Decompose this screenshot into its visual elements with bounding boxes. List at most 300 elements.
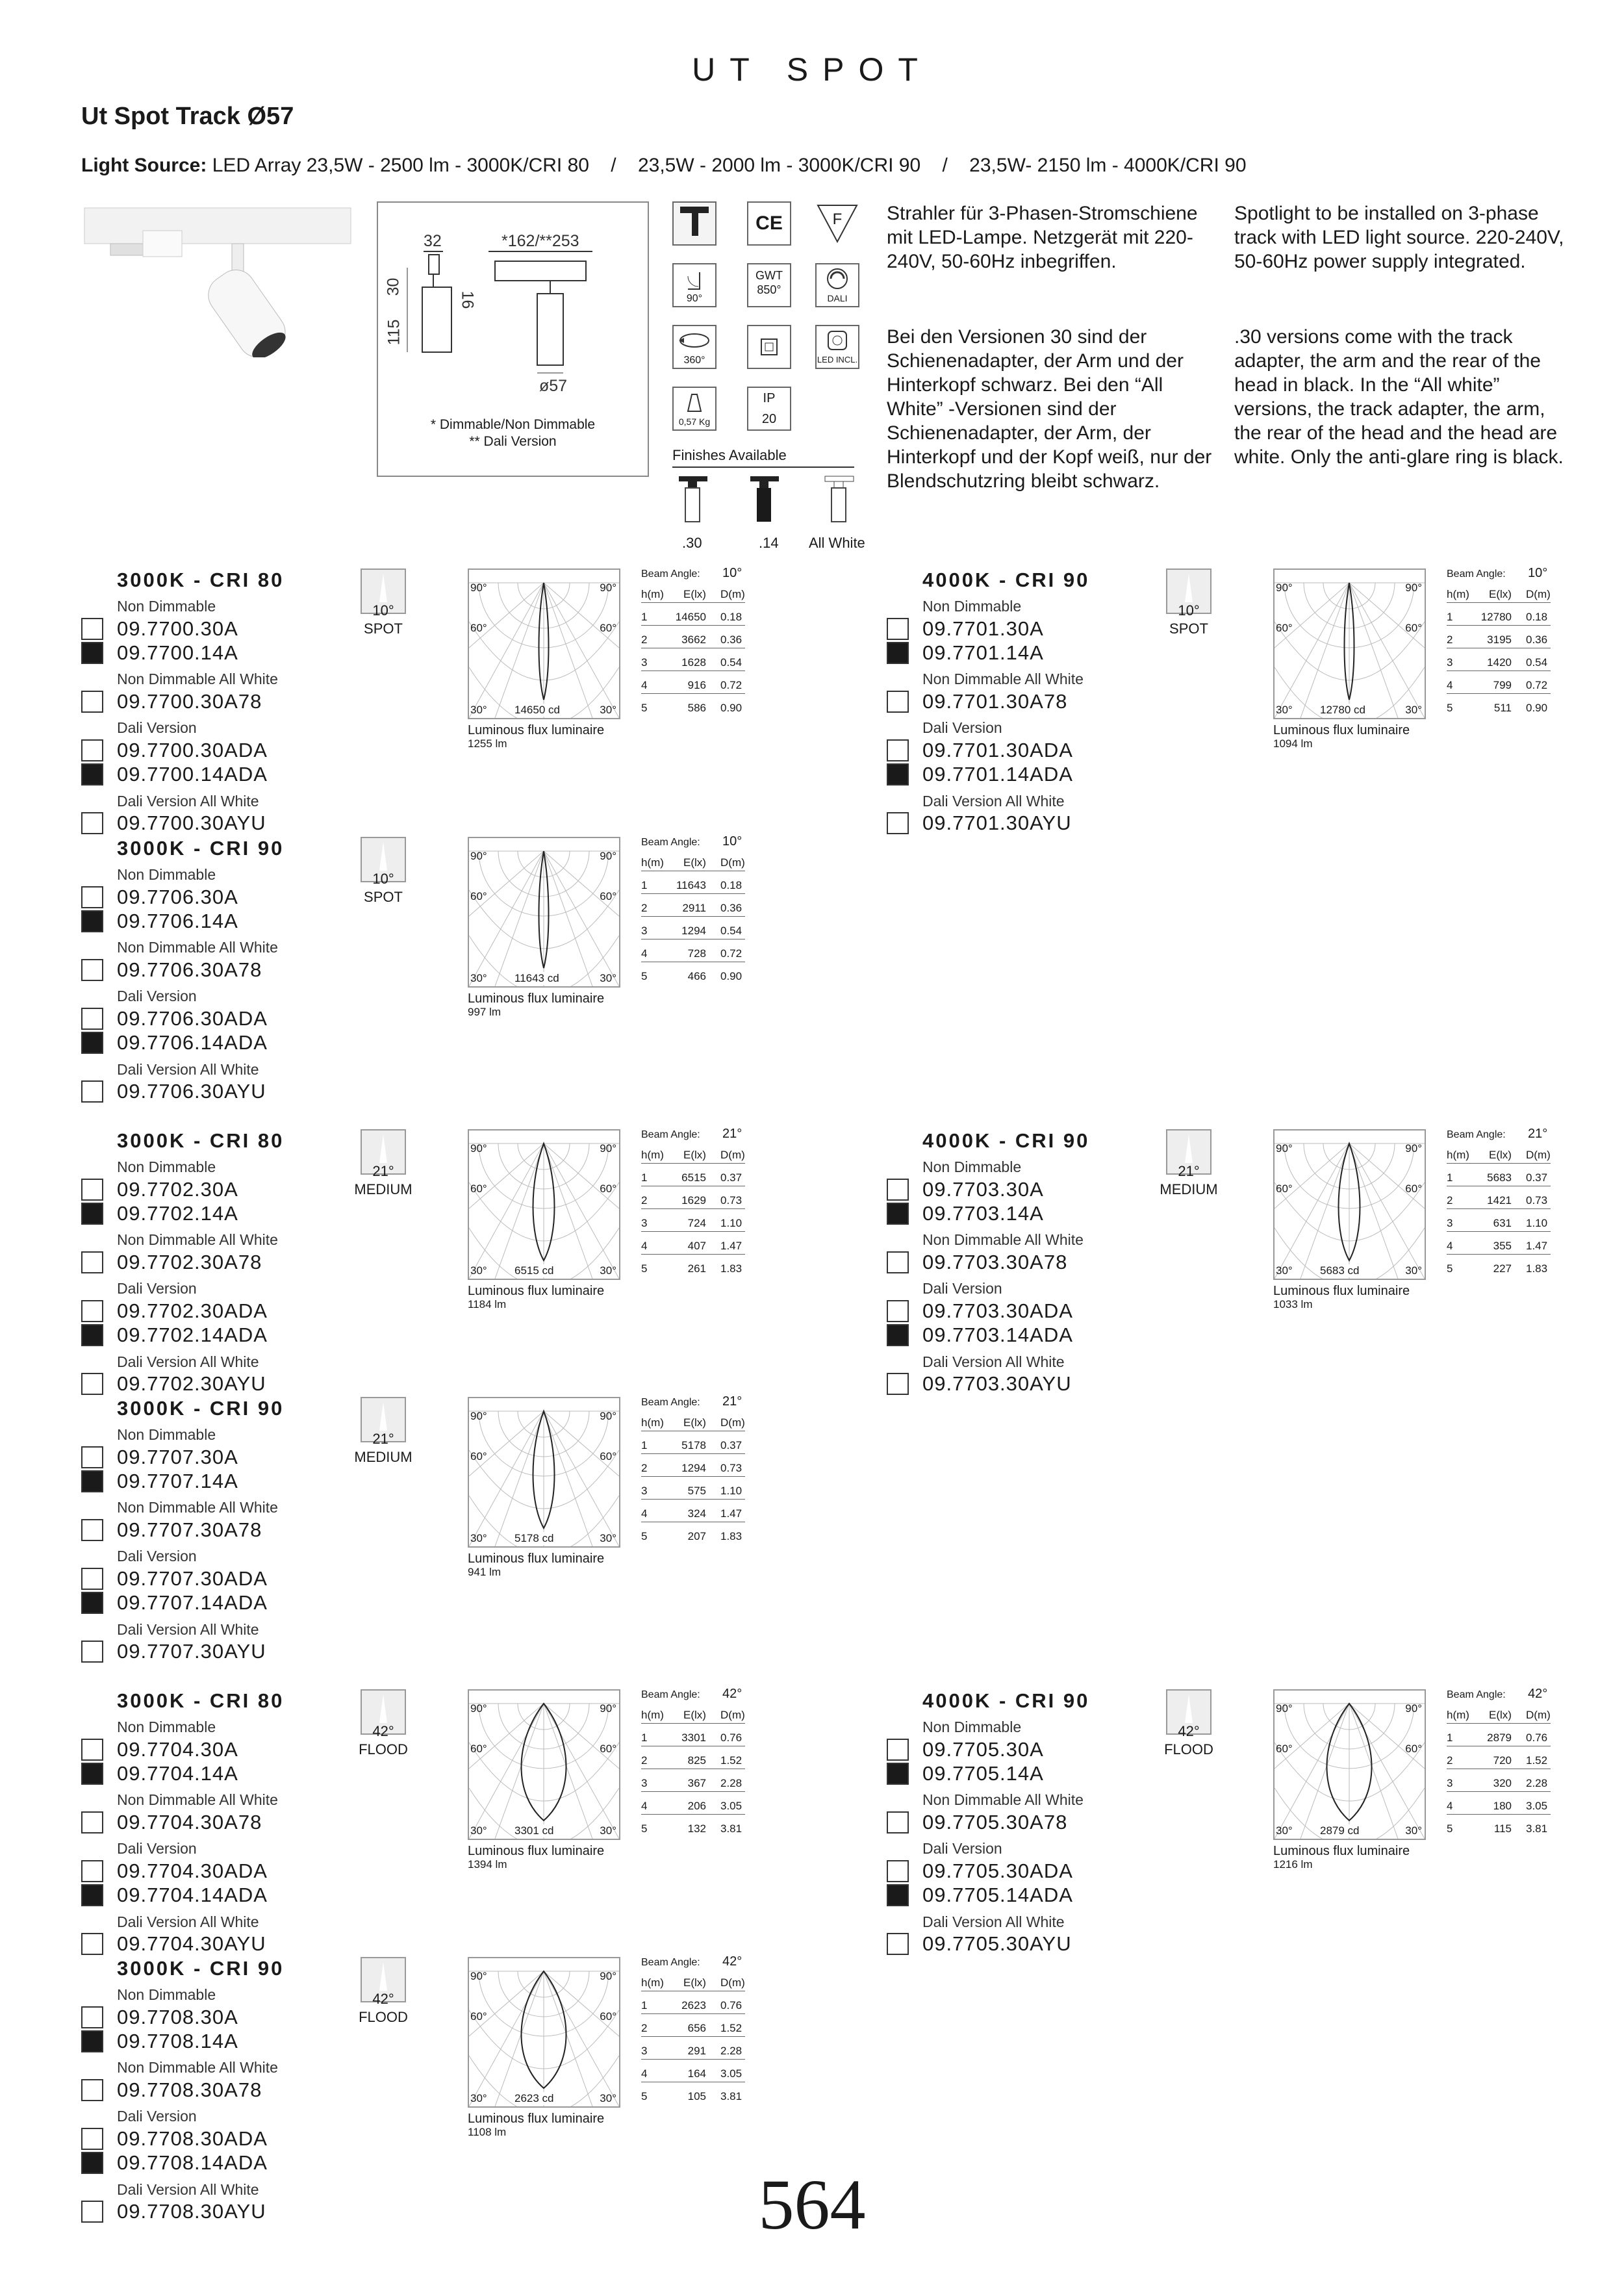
beam-angle-label: Beam Angle: [641,1397,700,1408]
order-code-row[interactable] [887,1859,1073,1883]
order-code-row[interactable] [81,2078,262,2102]
cell-h: 4 [1447,679,1453,691]
dim-162: *162/**253 [501,232,579,250]
order-code: 09.7706.30A78 [117,958,262,981]
cell-e: 799 [1493,679,1512,691]
cell-d: 0.73 [1526,1194,1548,1207]
finish-checkbox[interactable] [887,739,909,761]
cell-d: 3.81 [1526,1822,1548,1835]
cell-e: 14650 [675,611,706,623]
order-code: 09.7708.30AYU [117,2200,266,2223]
product-title: Ut Spot Track Ø57 [81,103,294,130]
cell-d: 0.72 [720,679,742,691]
block-title: 3000K - CRI 80 [117,1689,285,1712]
table-row [641,702,745,716]
order-code-row[interactable] [887,1299,1073,1323]
cell-e: 1294 [681,1462,706,1474]
angle-label: 60° [600,1182,616,1195]
finish-checkbox[interactable] [887,1324,909,1346]
table-row [641,2045,745,2060]
table-header [641,1709,745,1724]
rotate-label: 360° [683,355,705,366]
beam-type: SPOT [364,620,403,637]
finish-checkbox[interactable] [887,691,909,713]
polar-diagram [468,1397,620,1548]
light-source-text: LED Array 23,5W - 2500 lm - 3000K/CRI 80 / 23,5W - 2000 lm - 3000K/CRI 90 / 23,5W- 2150 lm - 4000K/CRI 90 [212,155,1247,176]
order-code: 09.7708.30A78 [117,2078,262,2101]
f-mark-label: F [832,211,843,228]
col-e: E(lx) [1489,1709,1512,1721]
finish-checkbox[interactable] [81,1446,103,1468]
order-code-row[interactable] [81,1202,238,1225]
dim-note-1: * Dimmable/Non Dimmable [430,417,596,432]
order-code-row[interactable] [81,1251,262,1274]
order-code: 09.7707.30AYU [117,1640,266,1663]
order-code-row[interactable] [887,763,1073,786]
order-code: 09.7704.30A78 [117,1811,262,1833]
variant-label: Dali Version [922,719,1002,736]
order-code: 09.7707.14ADA [117,1591,268,1614]
finish-checkbox[interactable] [887,1884,909,1906]
order-code-row[interactable] [81,2030,238,2053]
finish-checkbox[interactable] [81,739,103,761]
gwt-label: GWT [755,269,783,282]
order-code-row[interactable] [887,1251,1067,1274]
finish-checkbox[interactable] [81,2030,103,2052]
angle-label: 90° [600,581,616,594]
cell-e: 105 [687,2090,706,2102]
variant-label: Dali Version All White [117,1621,259,1638]
angle-label: 30° [470,704,487,716]
order-code-row[interactable] [887,1738,1044,1761]
order-code: 09.7704.14A [117,1762,238,1785]
table-row [641,1530,745,1544]
order-code-row[interactable] [81,641,238,665]
finish-checkbox[interactable] [81,1519,103,1541]
finish-checkbox[interactable] [81,2152,103,2174]
col-d: D(m) [1526,588,1551,600]
variant-label: Dali Version All White [117,2181,259,2198]
cell-e: 466 [687,970,706,982]
block-title: 3000K - CRI 90 [117,1397,285,1420]
table-row [641,1800,745,1815]
order-code-row[interactable] [887,739,1073,762]
col-d: D(m) [720,1416,745,1429]
cell-h: 5 [1447,1262,1453,1275]
flux-value: 1394 lm [468,1858,507,1871]
order-code-row[interactable] [81,811,266,835]
dim-57: ø57 [539,377,568,395]
order-code-row[interactable] [81,1567,268,1591]
peak-intensity: 2623 cd [514,2092,554,2104]
order-code: 09.7701.14ADA [922,763,1073,786]
table-row [1447,1754,1551,1769]
cell-d: 1.83 [720,1262,742,1275]
finish-checkbox[interactable] [81,1763,103,1785]
order-code-row[interactable] [887,1323,1073,1347]
order-code-row[interactable] [887,1178,1044,1201]
ce-mark-icon: CE [747,201,791,246]
beam-type: FLOOD [359,2009,408,2025]
order-code: 09.7707.30A [117,1446,238,1468]
angle-label: 90° [470,581,487,594]
order-code-row[interactable] [81,1178,238,1201]
cell-d: 1.52 [720,2022,742,2034]
order-code-row[interactable] [81,1031,268,1054]
finishes-rule [672,466,854,468]
variant-label: Dali Version All White [117,1061,259,1078]
table-row [641,902,745,917]
finish-checkbox[interactable] [81,1641,103,1663]
order-code-row[interactable] [81,1591,268,1615]
table-header [1447,1709,1551,1724]
finish-checkbox[interactable] [81,1251,103,1273]
beam-angle-value: 21° [722,1127,742,1141]
finish-checkbox[interactable] [81,1080,103,1103]
finish-checkbox[interactable] [887,812,909,834]
finish-checkbox[interactable] [887,1179,909,1201]
cell-e: 164 [687,2067,706,2080]
angle-label: 90° [600,1410,616,1422]
finish-checkbox[interactable] [81,2006,103,2028]
beam-angle-value: 10° [1528,566,1548,580]
col-d: D(m) [1526,1709,1551,1721]
finish-checkbox[interactable] [887,1300,909,1322]
order-code-row[interactable] [81,1372,266,1396]
angle-label: 60° [600,890,616,902]
order-code: 09.7708.30ADA [117,2127,268,2150]
order-code-row[interactable] [887,1372,1072,1396]
cell-h: 2 [641,2022,648,2034]
f-mark-icon [815,201,859,246]
page-number: 564 [758,2165,866,2244]
description-en-2: .30 versions come with the track adapter, the arm and the rear of the head in black. In the “All white” versions, the track adapter, the arm, the rear of the head and the head are white. Only the anti-glare ring is black. [1234,326,1564,468]
beam-type: MEDIUM [354,1181,412,1197]
order-code-row[interactable] [81,2127,268,2151]
flux-label: Luminous flux luminaire [468,1284,605,1298]
finish-checkbox[interactable] [887,1251,909,1273]
order-code-row[interactable] [887,811,1072,835]
finish-checkbox[interactable] [887,1933,909,1955]
peak-intensity: 14650 cd [514,704,560,716]
finish-checkbox[interactable] [81,1568,103,1590]
finish-checkbox[interactable] [81,1179,103,1201]
finish-checkbox[interactable] [81,1300,103,1322]
finish-checkbox[interactable] [81,1324,103,1346]
order-code-row[interactable] [81,1446,238,1469]
variant-label: Non Dimmable All White [922,1791,1084,1808]
flux-value: 1184 lm [468,1298,507,1310]
cell-e: 3195 [1487,633,1512,646]
order-code-row[interactable] [887,690,1067,713]
beam-angle-label: Beam Angle: [1447,1129,1506,1140]
finish-checkbox[interactable] [81,886,103,908]
cell-e: 2879 [1487,1731,1512,1744]
tilt-label: 90° [686,293,703,304]
finishes-swatches [672,471,867,536]
order-code-row[interactable] [81,1859,268,1883]
cell-h: 5 [641,1530,648,1542]
angle-label: 90° [1276,1702,1293,1715]
cell-e: 631 [1493,1217,1512,1229]
cell-d: 2.28 [720,2045,742,2057]
finish-checkbox[interactable] [887,763,909,786]
angle-label: 90° [600,1142,616,1155]
order-code-row[interactable] [81,1007,268,1030]
product-block [887,1689,1624,1956]
order-code: 09.7704.30AYU [117,1932,266,1955]
angle-label: 60° [600,1450,616,1463]
col-h: h(m) [641,588,664,600]
order-code-row[interactable] [81,617,238,641]
finish-checkbox[interactable] [81,642,103,664]
cell-d: 3.81 [720,2090,742,2102]
polar-diagram [1273,568,1426,719]
order-code-row[interactable] [81,1884,268,1907]
cell-d: 1.47 [720,1507,742,1520]
order-code-row[interactable] [81,2200,266,2223]
cell-h: 1 [641,1999,648,2012]
cell-h: 3 [641,1777,648,1789]
cell-d: 1.83 [720,1530,742,1542]
peak-intensity: 2879 cd [1320,1824,1360,1837]
finish-checkbox[interactable] [887,618,909,640]
order-code: 09.7705.14A [922,1762,1044,1785]
finish-checkbox[interactable] [81,2128,103,2150]
cell-d: 1.10 [720,1217,742,1229]
cell-h: 1 [641,611,648,623]
cell-d: 3.05 [720,1800,742,1812]
order-code-row[interactable] [887,617,1044,641]
beam-angle-label: Beam Angle: [641,1689,700,1700]
order-code-row[interactable] [81,739,268,762]
flux-value: 997 lm [468,1006,501,1018]
cell-e: 720 [1493,1754,1512,1767]
beam-angle-badge: 42° [372,1723,394,1739]
angle-label: 60° [1405,1743,1422,1755]
dimension-drawing [377,201,649,477]
table-row [1447,633,1551,648]
cell-d: 0.76 [1526,1731,1548,1744]
cell-e: 1629 [681,1194,706,1207]
beam-angle-badge: 21° [372,1163,394,1179]
variant-label: Dali Version [117,1280,197,1297]
beam-type: SPOT [364,889,403,905]
finish-checkbox[interactable] [887,1739,909,1761]
angle-label: 60° [470,622,487,634]
order-code-row[interactable] [81,886,238,909]
finish-checkbox[interactable] [887,1373,909,1395]
angle-label: 30° [600,2092,616,2104]
cell-h: 1 [641,1439,648,1451]
table-row [641,1217,745,1232]
cell-d: 0.37 [1526,1171,1548,1184]
angle-label: 90° [470,1410,487,1422]
cell-d: 1.52 [1526,1754,1548,1767]
angle-label: 60° [1405,622,1422,634]
cell-h: 4 [641,1507,648,1520]
angle-label: 90° [470,850,487,862]
block-title: 4000K - CRI 90 [922,1689,1090,1712]
cell-e: 511 [1493,702,1512,714]
cell-h: 4 [1447,1800,1453,1812]
angle-label: 30° [600,1824,616,1837]
cell-h: 5 [1447,1822,1453,1835]
table-row [1447,1240,1551,1255]
table-row [641,1999,745,2014]
finish-checkbox[interactable] [81,691,103,713]
variant-label: Dali Version [117,1548,197,1565]
variant-label: Dali Version All White [922,1913,1065,1930]
beam-angle-badge: 10° [372,871,394,887]
order-code: 09.7705.30ADA [922,1859,1073,1882]
finish-checkbox[interactable] [81,1933,103,1955]
finish-checkbox[interactable] [887,1203,909,1225]
order-code-row[interactable] [81,1640,266,1663]
finish-white-label: All White [809,535,865,551]
col-h: h(m) [1447,1149,1469,1161]
finish-checkbox[interactable] [81,1884,103,1906]
table-row [1447,1731,1551,1746]
cell-h: 1 [641,1731,648,1744]
order-code-row[interactable] [81,1080,266,1103]
order-code-row[interactable] [887,1932,1072,1956]
order-code-row[interactable] [81,1932,266,1956]
finish-checkbox[interactable] [887,1860,909,1882]
order-code-row[interactable] [887,1884,1073,1907]
col-e: E(lx) [1489,1149,1512,1161]
beam-angle-label: Beam Angle: [641,568,700,580]
angle-label: 30° [1276,1264,1293,1277]
cell-h: 2 [1447,633,1453,646]
order-code-row[interactable] [887,641,1044,665]
order-code-row[interactable] [81,2006,238,2029]
finish-checkbox[interactable] [887,1763,909,1785]
table-row [641,1777,745,1792]
finish-checkbox[interactable] [81,910,103,932]
order-code-row[interactable] [81,1518,262,1542]
finish-checkbox[interactable] [81,1811,103,1833]
col-h: h(m) [1447,588,1469,600]
cell-e: 11643 [676,879,706,891]
finish-checkbox[interactable] [81,1373,103,1395]
finish-checkbox[interactable] [81,1032,103,1054]
table-row [1447,611,1551,626]
finish-checkbox[interactable] [81,959,103,981]
table-header [641,1149,745,1164]
angle-label: 30° [470,1532,487,1544]
order-code-row[interactable] [81,1762,238,1785]
order-code-row[interactable] [81,1299,268,1323]
order-code-row[interactable] [81,958,262,982]
cell-d: 1.52 [720,1754,742,1767]
finish-checkbox[interactable] [81,2201,103,2223]
finish-checkbox[interactable] [81,1008,103,1030]
finish-checkbox[interactable] [81,1470,103,1492]
col-h: h(m) [641,1976,664,1989]
rotate-icon [672,325,717,369]
peak-intensity: 5683 cd [1320,1264,1360,1277]
cell-h: 3 [641,1217,648,1229]
order-code-row[interactable] [81,2151,268,2175]
finish-checkbox[interactable] [81,2079,103,2101]
cell-e: 355 [1493,1240,1512,1252]
flux-label: Luminous flux luminaire [468,723,605,737]
beam-type: SPOT [1169,620,1208,637]
cell-h: 2 [1447,1754,1453,1767]
beam-angle-badge: 10° [372,602,394,619]
finish-checkbox[interactable] [81,1739,103,1761]
finish-checkbox[interactable] [887,1811,909,1833]
finish-checkbox[interactable] [81,1203,103,1225]
variant-label: Dali Version All White [922,793,1065,810]
finish-checkbox[interactable] [81,1592,103,1614]
cell-e: 6515 [681,1171,706,1184]
table-header [641,1416,745,1431]
finish-checkbox[interactable] [81,763,103,786]
flux-label: Luminous flux luminaire [468,1844,605,1858]
finish-checkbox[interactable] [81,618,103,640]
cell-d: 0.90 [720,970,742,982]
order-code: 09.7700.30AYU [117,811,266,834]
cell-d: 0.18 [1526,611,1548,623]
order-code-row[interactable] [81,1323,268,1347]
order-code-row[interactable] [81,763,268,786]
table-row [641,1171,745,1186]
order-code-row[interactable] [81,690,262,713]
tilt-icon [672,263,717,307]
variant-label: Dali Version [117,2108,197,2125]
table-header [641,856,745,871]
dim-32: 32 [424,232,442,250]
block-title: 3000K - CRI 80 [117,568,285,591]
polar-diagram [468,568,620,719]
cell-e: 3662 [681,633,706,646]
product-block [81,1129,877,1396]
order-code-row[interactable] [887,1202,1044,1225]
cell-e: 407 [687,1240,706,1252]
cell-h: 4 [641,679,648,691]
cell-h: 4 [641,2067,648,2080]
order-code-row[interactable] [81,1811,262,1834]
cell-d: 3.05 [720,2067,742,2080]
cell-e: 12780 [1480,611,1512,623]
finish-checkbox[interactable] [81,1860,103,1882]
cell-h: 1 [1447,1731,1453,1744]
order-code-row[interactable] [81,1738,238,1761]
block-title: 3000K - CRI 90 [117,837,285,860]
angle-label: 30° [1405,1264,1422,1277]
cell-d: 1.47 [1526,1240,1548,1252]
variant-label: Non Dimmable [922,598,1022,615]
col-h: h(m) [1447,1709,1469,1721]
order-code-row[interactable] [81,910,238,933]
finishes-title: Finishes Available [672,447,787,463]
order-code-row[interactable] [887,1762,1044,1785]
order-code: 09.7702.30AYU [117,1372,266,1395]
order-code-row[interactable] [887,1811,1067,1834]
order-code-row[interactable] [81,1470,238,1493]
col-e: E(lx) [683,1149,706,1161]
angle-label: 30° [470,1264,487,1277]
beam-angle-badge: 42° [1178,1723,1200,1739]
dim-115: 115 [385,319,403,346]
cell-d: 1.47 [720,1240,742,1252]
finish-checkbox[interactable] [887,642,909,664]
variant-label: Non Dimmable [117,1718,216,1735]
finish-checkbox[interactable] [81,812,103,834]
peak-intensity: 12780 cd [1320,704,1365,716]
